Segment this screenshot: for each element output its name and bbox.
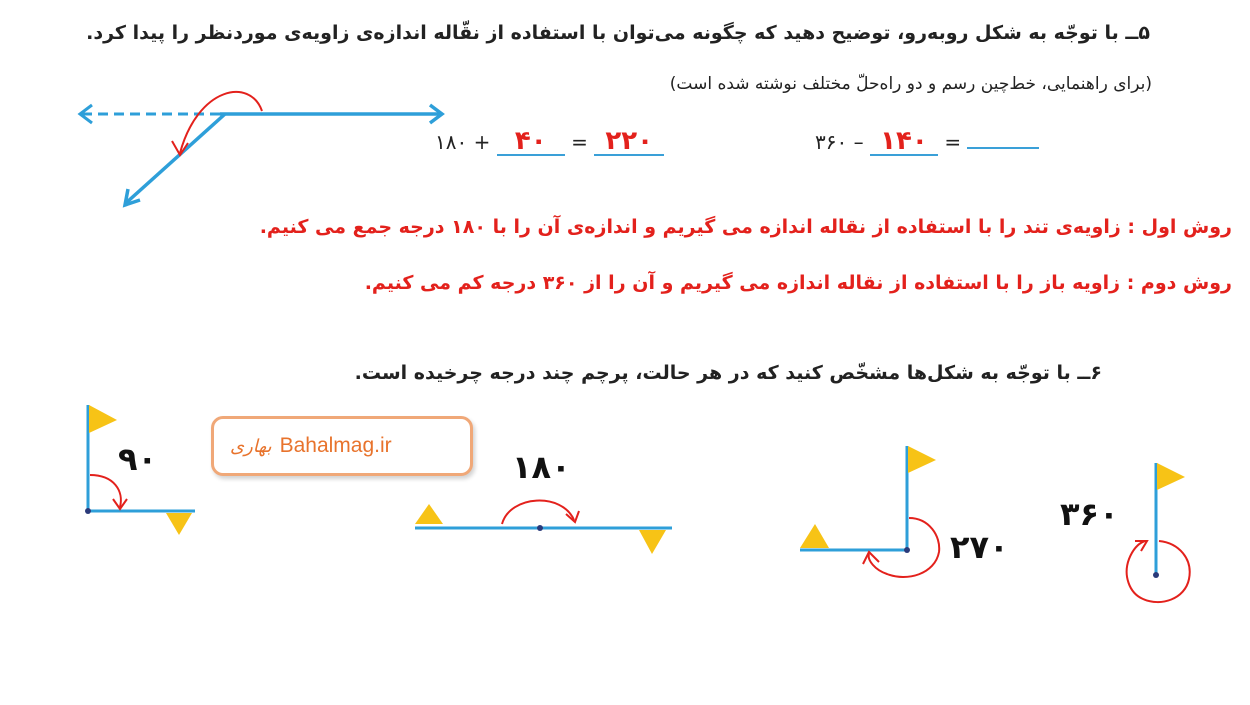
flag-icon — [89, 405, 117, 433]
logo-mark: بهاری — [230, 435, 272, 457]
q5-prompt-line1: ۵ــ با توجّه به شکل روبه‌رو، توضیح دهید که چگونه می‌توان با استفاده از نقّاله اندازه‌ی زاویه‌ی موردنظر را پیدا کرد. — [86, 22, 1150, 44]
answer-360: ۳۶۰ — [1060, 495, 1119, 533]
q6-prompt: ۶ــ با توجّه به شکل‌ها مشخّص کنید که در هر حالت، پرچم چند درجه چرخیده است. — [354, 362, 1102, 384]
answer-method-2: روش دوم : زاویه باز را با استفاده از نقاله اندازه می گیریم و آن را از ۳۶۰ درجه کم می کنیم. — [364, 272, 1232, 294]
flag-figure-360 — [1115, 455, 1205, 610]
answer-270: ۲۷۰ — [950, 528, 1009, 566]
flag-figure-270 — [795, 440, 955, 590]
slanted-ray — [126, 114, 225, 203]
flag-icon — [639, 530, 666, 554]
bahalmag-logo — [211, 416, 473, 476]
answer-90: ۹۰ — [118, 440, 158, 478]
flag-icon — [800, 524, 829, 548]
answer-method-1: روش اول : زاویه‌ی تند را با استفاده از نقاله اندازه می گیریم و اندازه‌ی آن را با ۱۸۰ درجه جمع می کنیم. — [259, 216, 1232, 238]
eq1-result[interactable]: ۲۲۰ — [594, 128, 664, 156]
flag-icon — [908, 446, 936, 473]
q5-prompt-line2: (برای راهنمایی، خط‌چین رسم و دو راه‌حلّ مختلف نوشته شده است) — [669, 74, 1152, 94]
eq2-left: ۳۶۰ – — [815, 130, 864, 154]
q5-angle-figure — [70, 85, 460, 215]
equation-1 — [435, 128, 664, 156]
eq1-equals: = — [571, 130, 588, 154]
flag-icon — [166, 513, 192, 535]
flag-icon — [415, 504, 443, 524]
eq2-blank-answer[interactable]: ۱۴۰ — [870, 128, 938, 156]
answer-180: ۱۸۰ — [512, 448, 571, 486]
equation-2 — [815, 128, 1039, 156]
eq2-result[interactable] — [967, 147, 1039, 149]
flag-figure-180 — [410, 490, 680, 570]
eq1-left: ۱۸۰ + — [435, 130, 491, 154]
eq1-blank-answer[interactable]: ۴۰ — [497, 128, 565, 156]
flag-icon — [1157, 463, 1185, 490]
logo-text: Bahalmag.ir — [279, 434, 392, 457]
eq2-equals: = — [944, 130, 962, 154]
